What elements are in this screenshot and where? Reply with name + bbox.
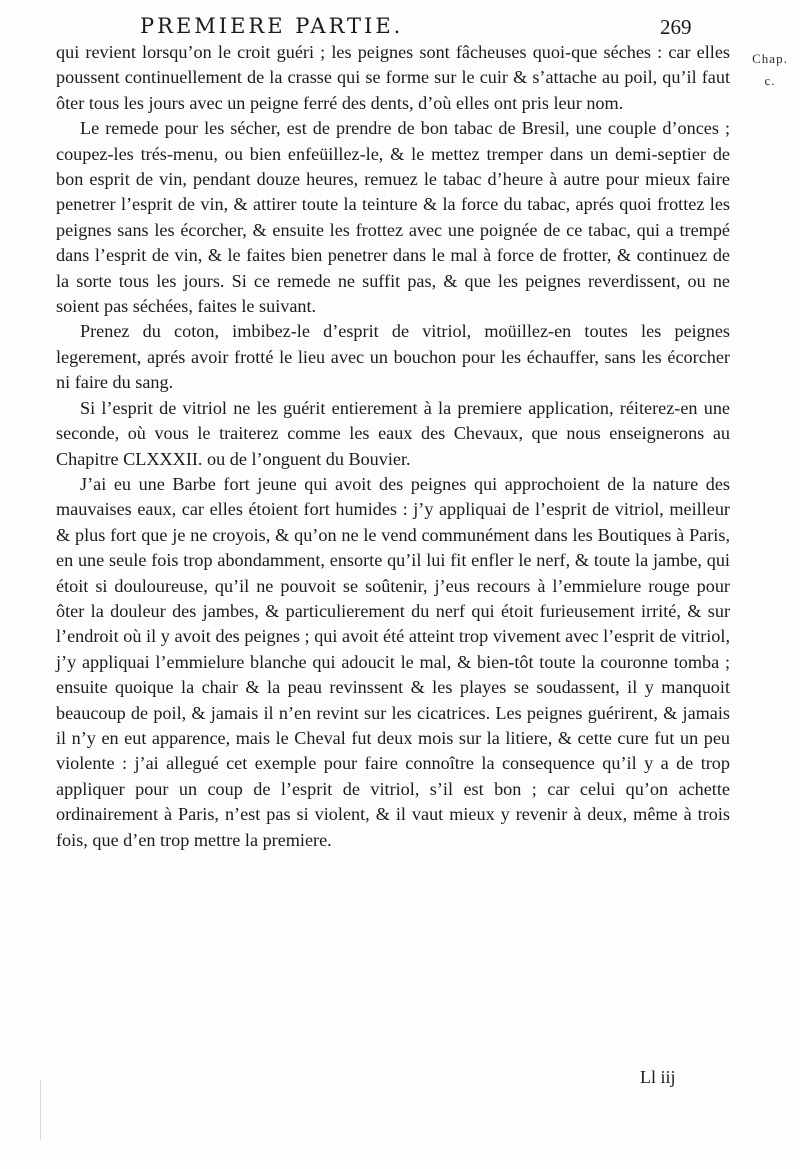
paragraph-second-application: Si l’esprit de vitriol ne les guérit entierement à la premiere application, réiterez-en une seconde, où vous le traiterez comme les eaux des Chevaux, que nous enseignerons au Chapitre CLXXXII. ou de l’onguent du Bouvier. [56, 397, 730, 469]
margin-note [744, 48, 796, 92]
paragraph-continuation: qui revient lorsqu’on le croit guéri ; les peignes sont fâcheuses quoi-que séches : car elles poussent continuellement de la crasse qui se forme sur le cuir & s’attache au poil, qu’il faut ôter tous les jours avec un peigne ferré des dents, d’où elles ont pris leur nom. [56, 42, 730, 113]
page-edge-mark [40, 1080, 41, 1140]
margin-note-line-1: Chap. [752, 51, 788, 66]
signature-mark: Ll iij [640, 1067, 676, 1087]
running-head: PREMIERE PARTIE. [140, 14, 404, 38]
paragraph-remedy-tobacco: Le remede pour les sécher, est de prendre de bon tabac de Bresil, une couple d’onces ; coupez-les trés-menu, ou bien enfeüillez-le, & le mettez tremper dans un demi-septier de bon esprit de vin, pendant douze heures, remuez le tabac d’heure à autre pour mieux faire penetrer l’esprit de vin, & attirer toute la teinture & la force du tabac, aprés quoi frottez les peignes sans les écorcher, & ensuite les frottez avec une poignée de ce tabac, qui a trempé dans l’esprit de vin, & le faites bien penetrer dans le mal à force de frotter, & continuez de la sorte tous les jours. Si ce remede ne suffit pas, & que les peignes reverdissent, ou ne soient pas séchées, faites le suivant. [56, 118, 730, 317]
margin-note-line-2: c. [764, 73, 776, 88]
paragraph-barbe-case: J’ai eu une Barbe fort jeune qui avoit des peignes qui approchoient de la nature des mauvaises eaux, car elles étoient fort humides : j’y appliquai de l’esprit de vitriol, meilleur & plus fort que je ne croyois, & qu’on ne le vend communément dans les Boutiques à Paris, en une seule fois trop abondamment, ensorte qu’il lui fit enfler le nerf, & toute la jambe, qui étoit si douloureuse, qu’il ne pouvoit se soûtenir, j’eus recours à l’emmielure rouge pour ôter la douleur des jambes, & particulierement du nerf qui étoit furieusement irrité, & sur l’endroit où il y avoit des peignes ; qui avoit été atteint trop vivement avec l’esprit de vitriol, j’y appliquai l’emmielure blanche qui adoucit le mal, & bien-tôt toute la couronne tomba ; ensuite quoique la chair & la peau revinssent & les playes se soudassent, il y manquoit beaucoup de poil, & jamais il n’en revint sur les cicatrices. Les peignes guérirent, & jamais il n’y en eut apparence, mais le Cheval fut deux mois sur la litiere, & cette cure fut un peu violente : j’ai allegué cet exemple pour faire connoître la consequence qu’il y a de trop appliquer pour un coup de l’esprit de vitriol, s’il est bon ; car celui qu’on achette ordinairement à Paris, n’est pas si violent, & il vaut mieux y revenir à deux, même à trois fois, que d’en trop mettre la premiere. [56, 473, 730, 850]
page-number: 269 [660, 15, 692, 39]
body-text [56, 40, 730, 853]
paragraph-cotton-vitriol: Prenez du coton, imbibez-le d’esprit de vitriol, moüillez-en toutes les peignes legerement, aprés avoir frotté le lieu avec un bouchon pour les échauffer, sans les écorcher ni faire du sang. [56, 321, 730, 393]
